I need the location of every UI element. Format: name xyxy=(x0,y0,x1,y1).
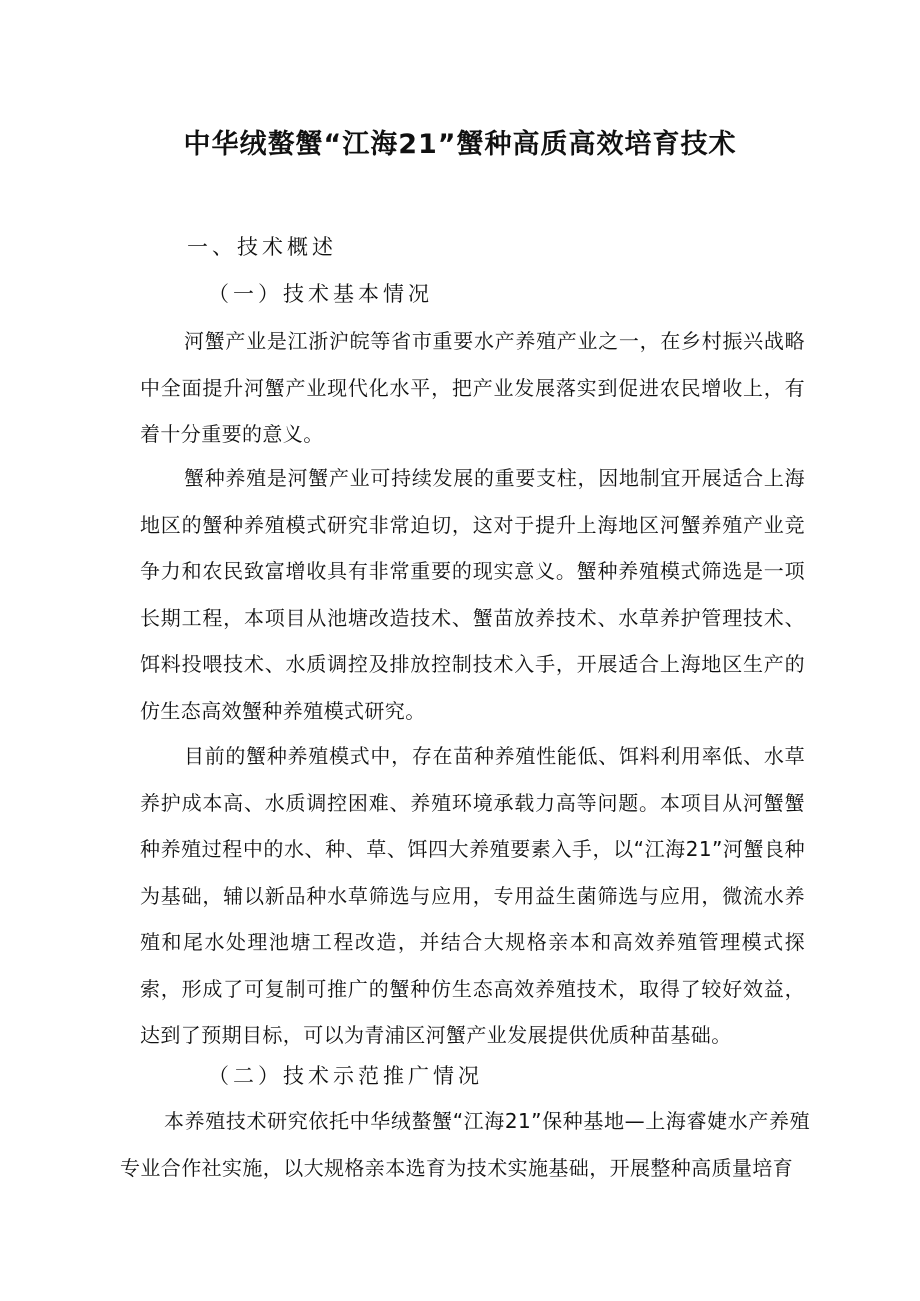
paragraph-demonstration-base: 本养殖技术研究依托中华绒螯蟹“江海21”保种基地—上海睿婕水产养殖专业合作社实施，以大规格亲本选育为技术实施基础，开展整种高质量培育 xyxy=(120,1109,810,1180)
paragraph-industry-importance: 河蟹产业是江浙沪皖等省市重要水产养殖产业之一，在乡村振兴战略中全面提升河蟹产业现代化水平，把产业发展落实到促进农民增收上，有着十分重要的意义。 xyxy=(140,329,805,446)
subsection-heading-basic-info: （一）技术基本情况 xyxy=(208,282,433,306)
paragraph-seed-crab-farming: 蟹种养殖是河蟹产业可持续发展的重要支柱，因地制宜开展适合上海地区的蟹种养殖模式研究非常迫切，这对于提升上海地区河蟹养殖产业竞争力和农民致富增收具有非常重要的现实意义。蟹种养殖模式筛选是一项长期工程，本项目从池塘改造技术、蟹苗放养技术、水草养护管理技术、饵料投喂技术、水质调控及排放控制技术入手，开展适合上海地区生产的仿生态高效蟹种养殖模式研究。 xyxy=(140,466,805,723)
paragraph-current-problems: 目前的蟹种养殖模式中，存在苗种养殖性能低、饵料利用率低、水草养护成本高、水质调控困难、养殖环境承载力高等问题。本项目从河蟹蟹种养殖过程中的水、种、草、饵四大养殖要素入手，以“江海21”河蟹良种为基础，辅以新品种水草筛选与应用，专用益生菌筛选与应用，微流水养殖和尾水处理池塘工程改造，并结合大规格亲本和高效养殖管理模式探索，形成了可复制可推广的蟹种仿生态高效养殖技术，取得了较好效益，达到了预期目标，可以为青浦区河蟹产业发展提供优质种苗基础。 xyxy=(140,744,805,1047)
document-title: 中华绒螯蟹“江海21”蟹种高质高效培育技术 xyxy=(183,129,737,160)
subsection-heading-demonstration: （二）技术示范推广情况 xyxy=(208,1064,483,1088)
section-heading-overview: 一、技术概述 xyxy=(187,235,337,259)
